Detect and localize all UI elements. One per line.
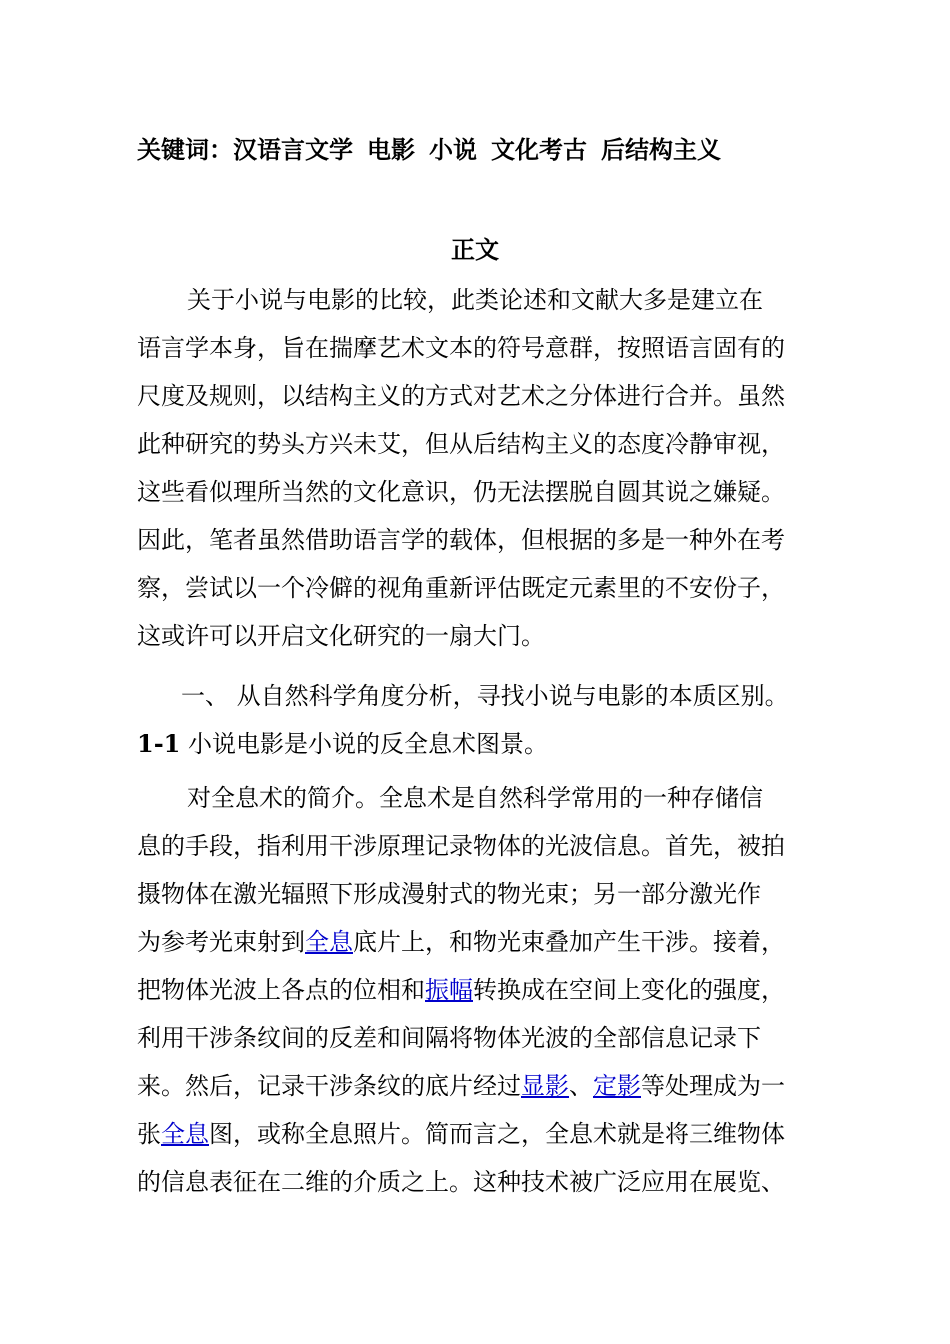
link-dingying[interactable]: 定影 xyxy=(593,1072,641,1100)
link-zhenfu[interactable]: 振幅 xyxy=(425,976,473,1004)
keyword-item: 后结构主义 xyxy=(601,135,721,164)
keyword-item: 文化考古 xyxy=(491,135,587,164)
keyword-item: 电影 xyxy=(367,135,415,164)
subsection-number: 1-1 xyxy=(137,729,181,758)
paragraph-line: 的信息表征在二维的介质之上。这种技术被广泛应用在展览、 xyxy=(137,1168,785,1196)
text-run: 转换成在空间上变化的强度， xyxy=(473,976,785,1004)
paragraph-line: 利用干涉条纹间的反差和间隔将物体光波的全部信息记录下 xyxy=(137,1024,761,1052)
paragraph-line: 因此，笔者虽然借助语言学的载体，但根据的多是一种外在考 xyxy=(137,526,785,554)
text-run: 等处理成为一 xyxy=(641,1072,785,1100)
subsection-heading xyxy=(137,726,548,762)
link-xianying[interactable]: 显影 xyxy=(521,1072,569,1100)
text-run: 把物体光波上各点的位相和 xyxy=(137,976,425,1004)
paragraph-line: 此种研究的势头方兴未艾，但从后结构主义的态度冷静审视， xyxy=(137,430,785,458)
paragraph-line: 息的手段，指利用干涉原理记录物体的光波信息。首先，被拍 xyxy=(137,832,785,860)
paragraph-line: 察，尝试以一个冷僻的视角重新评估既定元素里的不安份子， xyxy=(137,574,785,602)
text-run: 、 xyxy=(569,1072,593,1100)
subsection-title: 小说电影是小说的反全息术图景。 xyxy=(180,730,548,758)
keywords-label: 关键词： xyxy=(137,135,233,164)
text-run: 底片上，和物光束叠加产生干涉。接着， xyxy=(353,928,785,956)
text-run: 张 xyxy=(137,1120,161,1148)
keyword-item: 小说 xyxy=(429,135,477,164)
paragraph-line: 语言学本身，旨在揣摩艺术文本的符号意群，按照语言固有的 xyxy=(137,334,785,362)
text-run: 图，或称全息照片。简而言之，全息术就是将三维物体 xyxy=(209,1120,785,1148)
paragraph-line: 关于小说与电影的比较，此类论述和文献大多是建立在 xyxy=(187,286,763,314)
paragraph-line: 对全息术的简介。全息术是自然科学常用的一种存储信 xyxy=(187,784,763,812)
section-heading-1: 一、 从自然科学角度分析，寻找小说与电影的本质区别。 xyxy=(181,682,789,710)
link-quanxi-2[interactable]: 全息 xyxy=(161,1120,209,1148)
keywords-line xyxy=(137,132,721,168)
link-quanxi[interactable]: 全息 xyxy=(305,928,353,956)
paragraph-line: 尺度及规则，以结构主义的方式对艺术之分体进行合并。虽然 xyxy=(137,382,785,410)
paragraph-line xyxy=(137,972,785,1008)
paragraph-line xyxy=(137,924,785,960)
paragraph-line xyxy=(137,1116,785,1152)
paragraph-line xyxy=(137,1068,785,1104)
paragraph-line: 这或许可以开启文化研究的一扇大门。 xyxy=(137,622,545,650)
paragraph-line: 摄物体在激光辐照下形成漫射式的物光束；另一部分激光作 xyxy=(137,880,761,908)
text-run: 为参考光束射到 xyxy=(137,928,305,956)
section-title: 正文 xyxy=(451,235,499,264)
keyword-item: 汉语言文学 xyxy=(233,135,353,164)
text-run: 来。然后，记录干涉条纹的底片经过 xyxy=(137,1072,521,1100)
paragraph-line: 这些看似理所当然的文化意识，仍无法摆脱自圆其说之嫌疑。 xyxy=(137,478,785,506)
